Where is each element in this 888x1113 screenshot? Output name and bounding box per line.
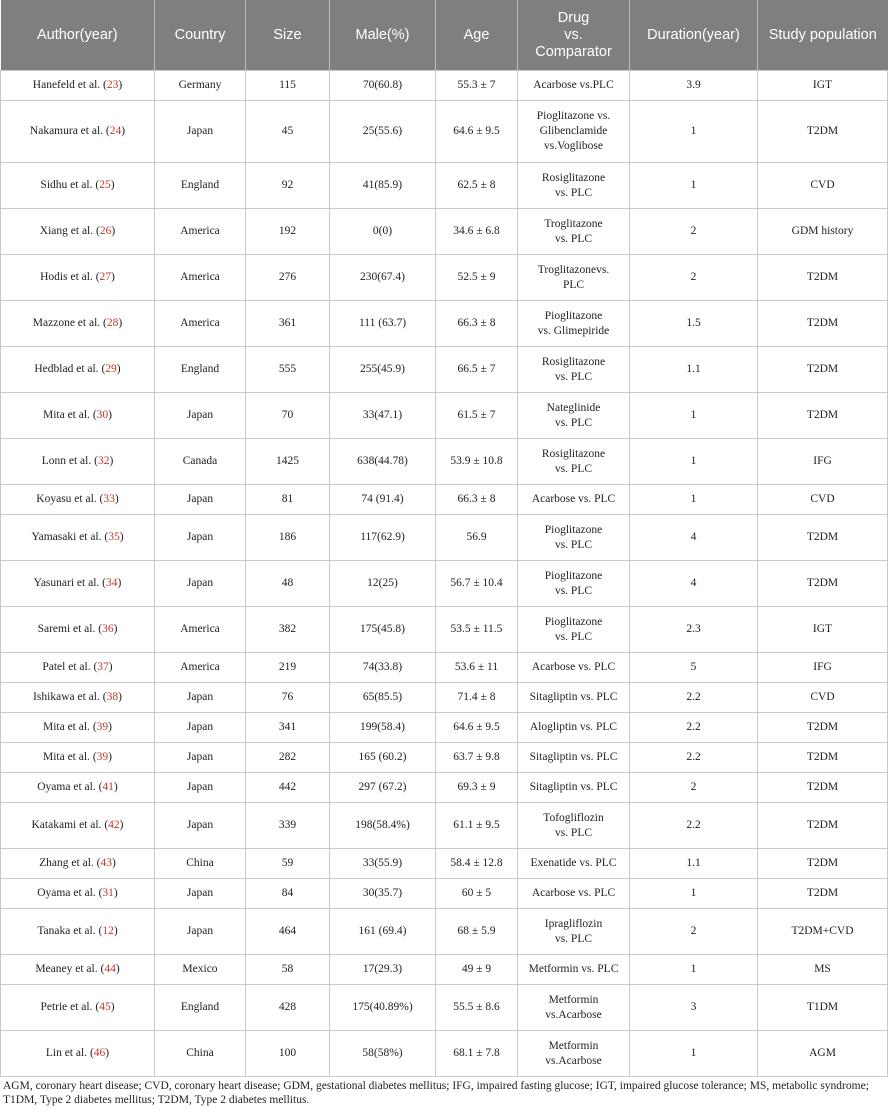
cell-age: 49 ± 9	[436, 955, 518, 985]
author-name: Xiang et al.	[39, 225, 94, 237]
author-name: Mita et al.	[42, 751, 90, 763]
cell-duration: 3	[630, 985, 758, 1031]
reference-link[interactable]: 37	[97, 661, 109, 673]
cell-male: 230(67.4)	[330, 255, 436, 301]
cell-male: 65(85.5)	[330, 683, 436, 713]
author-name: Petrie et al.	[40, 1001, 93, 1013]
cell-duration: 1.1	[630, 347, 758, 393]
cell-size: 276	[246, 255, 330, 301]
cell-male: 198(58.4%)	[330, 803, 436, 849]
table-row	[1, 713, 888, 743]
cell-drug: Rosiglitazone vs. PLC	[518, 163, 630, 209]
cell-drug: Sitagliptin vs. PLC	[518, 683, 630, 713]
cell-age: 53.9 ± 10.8	[436, 439, 518, 485]
cell-age: 61.1 ± 9.5	[436, 803, 518, 849]
table-row	[1, 773, 888, 803]
author-name: Sidhu et al.	[40, 179, 93, 191]
cell-author: Yasunari et al. (34)	[1, 561, 155, 607]
cell-size: 186	[246, 515, 330, 561]
cell-duration: 2	[630, 255, 758, 301]
cell-size: 100	[246, 1031, 330, 1077]
cell-male: 74(33.8)	[330, 653, 436, 683]
cell-author: Katakami et al. (42)	[1, 803, 155, 849]
cell-population: IFG	[758, 653, 888, 683]
cell-population: T2DM	[758, 347, 888, 393]
cell-drug: Alogliptin vs. PLC	[518, 713, 630, 743]
header-duration-year: Duration(year)	[630, 0, 758, 71]
author-name: Meaney et al.	[35, 963, 98, 975]
header-study-population: Study population	[758, 0, 888, 71]
reference-link[interactable]: 31	[102, 887, 114, 899]
cell-drug: Sitagliptin vs. PLC	[518, 773, 630, 803]
reference-link[interactable]: 45	[99, 1001, 111, 1013]
cell-author: Zhang et al. (43)	[1, 849, 155, 879]
cell-size: 115	[246, 71, 330, 101]
cell-age: 64.6 ± 9.5	[436, 713, 518, 743]
cell-size: 76	[246, 683, 330, 713]
cell-male: 0(0)	[330, 209, 436, 255]
author-name: Yasunari et al.	[33, 577, 100, 589]
cell-male: 165 (60.2)	[330, 743, 436, 773]
cell-age: 52.5 ± 9	[436, 255, 518, 301]
reference-link[interactable]: 39	[96, 751, 109, 763]
cell-duration: 2.2	[630, 683, 758, 713]
cell-size: 81	[246, 485, 330, 515]
cell-author: Mita et al. (39)	[1, 713, 155, 743]
table-row	[1, 909, 888, 955]
cell-drug: Troglitazone vs. PLC	[518, 209, 630, 255]
cell-age: 63.7 ± 9.8	[436, 743, 518, 773]
table-row	[1, 955, 888, 985]
cell-male: 199(58.4)	[330, 713, 436, 743]
cell-drug: Pioglitazone vs. Glimepiride	[518, 301, 630, 347]
cell-age: 58.4 ± 12.8	[436, 849, 518, 879]
reference-link[interactable]: 34	[105, 577, 118, 589]
reference-link[interactable]: 25	[99, 179, 111, 191]
cell-author: Koyasu et al. (33)	[1, 485, 155, 515]
cell-country: Mexico	[155, 955, 246, 985]
table-footnote: AGM, coronary heart disease; CVD, coronary heart disease; GDM, gestational diabetes mellitus; IFG, impaired fasting glucose; IGT, impaired glucose tolerance; MS, metabolic syndrome; T1DM, Type 2 diabetes mellitus; T2DM, Type 2 diabetes mellitus.	[3, 1080, 869, 1106]
cell-size: 382	[246, 607, 330, 653]
author-name: Mita et al.	[42, 721, 90, 733]
cell-drug: Pioglitazone vs. PLC	[518, 607, 630, 653]
cell-drug: Rosiglitazone vs. PLC	[518, 439, 630, 485]
cell-age: 53.6 ± 11	[436, 653, 518, 683]
author-name: Oyama et al.	[37, 887, 96, 899]
author-name: Lin et al.	[45, 1047, 88, 1059]
cell-country: Japan	[155, 879, 246, 909]
cell-age: 68 ± 5.9	[436, 909, 518, 955]
cell-country: England	[155, 347, 246, 393]
cell-size: 442	[246, 773, 330, 803]
cell-male: 30(35.7)	[330, 879, 436, 909]
cell-size: 282	[246, 743, 330, 773]
cell-age: 66.5 ± 7	[436, 347, 518, 393]
cell-population: T1DM	[758, 985, 888, 1031]
reference-link[interactable]: 35	[108, 531, 120, 543]
table-row	[1, 607, 888, 653]
cell-population: T2DM	[758, 255, 888, 301]
table-row	[1, 393, 888, 439]
reference-link[interactable]: 38	[106, 691, 119, 703]
cell-duration: 4	[630, 561, 758, 607]
cell-population: T2DM	[758, 773, 888, 803]
cell-male: 33(47.1)	[330, 393, 436, 439]
cell-author: Mita et al. (30)	[1, 393, 155, 439]
cell-male: 25(55.6)	[330, 101, 436, 163]
cell-country: Japan	[155, 393, 246, 439]
reference-link[interactable]: 44	[104, 963, 116, 975]
cell-population: T2DM	[758, 515, 888, 561]
table-row	[1, 985, 888, 1031]
cell-male: 117(62.9)	[330, 515, 436, 561]
cell-country: Japan	[155, 743, 246, 773]
cell-author: Patel et al. (37)	[1, 653, 155, 683]
cell-drug: Troglitazonevs. PLC	[518, 255, 630, 301]
table-row	[1, 255, 888, 301]
cell-country: Germany	[155, 71, 246, 101]
cell-duration: 1	[630, 955, 758, 985]
table-row	[1, 301, 888, 347]
author-name: Saremi et al.	[37, 623, 96, 635]
cell-size: 48	[246, 561, 330, 607]
table-body	[1, 71, 888, 1077]
cell-male: 175(40.89%)	[330, 985, 436, 1031]
cell-country: Japan	[155, 803, 246, 849]
cell-drug: Tofogliflozin vs. PLC	[518, 803, 630, 849]
cell-population: T2DM	[758, 561, 888, 607]
cell-duration: 1	[630, 439, 758, 485]
cell-age: 53.5 ± 11.5	[436, 607, 518, 653]
table-row	[1, 439, 888, 485]
cell-country: America	[155, 653, 246, 683]
cell-duration: 4	[630, 515, 758, 561]
cell-size: 58	[246, 955, 330, 985]
author-name: Patel et al.	[42, 661, 91, 673]
cell-author: Mita et al. (39)	[1, 743, 155, 773]
cell-population: MS	[758, 955, 888, 985]
cell-duration: 1	[630, 879, 758, 909]
header-age: Age	[436, 0, 518, 71]
cell-population: T2DM	[758, 743, 888, 773]
table-row	[1, 653, 888, 683]
author-name: Koyasu et al.	[36, 493, 97, 505]
cell-male: 58(58%)	[330, 1031, 436, 1077]
cell-country: Japan	[155, 561, 246, 607]
cell-duration: 2.2	[630, 743, 758, 773]
cell-population: IGT	[758, 607, 888, 653]
cell-population: CVD	[758, 485, 888, 515]
cell-size: 428	[246, 985, 330, 1031]
cell-duration: 2	[630, 209, 758, 255]
cell-population: T2DM	[758, 849, 888, 879]
cell-author: Lonn et al. (32)	[1, 439, 155, 485]
cell-size: 341	[246, 713, 330, 743]
cell-drug: Metformin vs. PLC	[518, 955, 630, 985]
cell-size: 361	[246, 301, 330, 347]
cell-male: 41(85.9)	[330, 163, 436, 209]
cell-male: 255(45.9)	[330, 347, 436, 393]
cell-drug: Sitagliptin vs. PLC	[518, 743, 630, 773]
author-name: Zhang et al.	[39, 857, 94, 869]
cell-duration: 5	[630, 653, 758, 683]
cell-author: Petrie et al. (45)	[1, 985, 155, 1031]
reference-link[interactable]: 39	[96, 721, 109, 733]
cell-drug: Pioglitazone vs. PLC	[518, 515, 630, 561]
cell-population: IFG	[758, 439, 888, 485]
cell-population: CVD	[758, 683, 888, 713]
reference-link[interactable]: 46	[93, 1047, 106, 1059]
reference-link[interactable]: 41	[102, 781, 114, 793]
cell-author: Xiang et al. (26)	[1, 209, 155, 255]
cell-age: 60 ± 5	[436, 879, 518, 909]
cell-drug: Pioglitazone vs. Glibenclamide vs.Voglibose	[518, 101, 630, 163]
cell-population: T2DM	[758, 101, 888, 163]
reference-link[interactable]: 43	[100, 857, 112, 869]
cell-duration: 1	[630, 393, 758, 439]
cell-country: Japan	[155, 909, 246, 955]
table-row	[1, 163, 888, 209]
author-name: Yamasaki et al.	[31, 531, 102, 543]
cell-country: Canada	[155, 439, 246, 485]
cell-author: Mazzone et al. (28)	[1, 301, 155, 347]
cell-drug: Rosiglitazone vs. PLC	[518, 347, 630, 393]
cell-author: Sidhu et al. (25)	[1, 163, 155, 209]
cell-male: 297 (67.2)	[330, 773, 436, 803]
cell-author: Hanefeld et al. (23)	[1, 71, 155, 101]
cell-country: Japan	[155, 515, 246, 561]
cell-duration: 1	[630, 1031, 758, 1077]
cell-country: Japan	[155, 485, 246, 515]
table-header-row	[1, 0, 888, 71]
cell-drug: Acarbose vs.PLC	[518, 71, 630, 101]
cell-duration: 2	[630, 909, 758, 955]
cell-drug: Exenatide vs. PLC	[518, 849, 630, 879]
author-name: Hedblad et al.	[34, 363, 99, 375]
table-row	[1, 101, 888, 163]
author-name: Katakami et al.	[31, 819, 102, 831]
cell-duration: 2.2	[630, 713, 758, 743]
cell-author: Meaney et al. (44)	[1, 955, 155, 985]
cell-duration: 3.9	[630, 71, 758, 101]
cell-country: England	[155, 985, 246, 1031]
cell-size: 92	[246, 163, 330, 209]
cell-duration: 1	[630, 101, 758, 163]
cell-size: 555	[246, 347, 330, 393]
author-name: Lonn et al.	[41, 455, 92, 467]
cell-age: 69.3 ± 9	[436, 773, 518, 803]
cell-duration: 1.5	[630, 301, 758, 347]
author-name: Mazzone et al.	[32, 317, 101, 329]
cell-male: 17(29.3)	[330, 955, 436, 985]
author-name: Ishikawa et al.	[33, 691, 100, 703]
cell-author: Oyama et al. (31)	[1, 879, 155, 909]
header-author-year: Author(year)	[1, 0, 155, 71]
cell-author: Yamasaki et al. (35)	[1, 515, 155, 561]
reference-link[interactable]: 36	[102, 623, 114, 635]
cell-age: 56.7 ± 10.4	[436, 561, 518, 607]
cell-drug: Pioglitazone vs. PLC	[518, 561, 630, 607]
cell-male: 161 (69.4)	[330, 909, 436, 955]
cell-country: America	[155, 301, 246, 347]
cell-size: 59	[246, 849, 330, 879]
reference-link[interactable]: 33	[103, 493, 115, 505]
cell-author: Ishikawa et al. (38)	[1, 683, 155, 713]
cell-size: 464	[246, 909, 330, 955]
table-row	[1, 1031, 888, 1077]
cell-age: 55.3 ± 7	[436, 71, 518, 101]
cell-country: Japan	[155, 713, 246, 743]
reference-link[interactable]: 12	[102, 925, 114, 937]
cell-age: 55.5 ± 8.6	[436, 985, 518, 1031]
table-row	[1, 803, 888, 849]
cell-size: 192	[246, 209, 330, 255]
cell-age: 34.6 ± 6.8	[436, 209, 518, 255]
cell-age: 71.4 ± 8	[436, 683, 518, 713]
cell-country: America	[155, 607, 246, 653]
reference-link[interactable]: 24	[109, 125, 122, 137]
reference-link[interactable]: 30	[96, 409, 109, 421]
table-row	[1, 347, 888, 393]
cell-population: GDM history	[758, 209, 888, 255]
cell-male: 74 (91.4)	[330, 485, 436, 515]
cell-male: 33(55.9)	[330, 849, 436, 879]
cell-country: America	[155, 255, 246, 301]
table-row	[1, 743, 888, 773]
cell-drug: Acarbose vs. PLC	[518, 653, 630, 683]
cell-author: Oyama et al. (41)	[1, 773, 155, 803]
cell-male: 175(45.8)	[330, 607, 436, 653]
author-name: Nakamura et al.	[29, 125, 104, 137]
table-row	[1, 683, 888, 713]
cell-country: America	[155, 209, 246, 255]
cell-duration: 2.2	[630, 803, 758, 849]
author-name: Hodis et al.	[40, 271, 93, 283]
cell-duration: 2.3	[630, 607, 758, 653]
cell-duration: 1	[630, 485, 758, 515]
cell-male: 638(44.78)	[330, 439, 436, 485]
table-row	[1, 561, 888, 607]
cell-male: 70(60.8)	[330, 71, 436, 101]
cell-author: Saremi et al. (36)	[1, 607, 155, 653]
cell-age: 68.1 ± 7.8	[436, 1031, 518, 1077]
reference-link[interactable]: 28	[106, 317, 119, 329]
cell-population: IGT	[758, 71, 888, 101]
cell-drug: Metformin vs.Acarbose	[518, 1031, 630, 1077]
cell-age: 66.3 ± 8	[436, 485, 518, 515]
cell-country: Japan	[155, 101, 246, 163]
reference-link[interactable]: 23	[106, 79, 119, 91]
cell-country: China	[155, 1031, 246, 1077]
cell-size: 45	[246, 101, 330, 163]
cell-author: Lin et al. (46)	[1, 1031, 155, 1077]
cell-population: CVD	[758, 163, 888, 209]
cell-population: T2DM	[758, 803, 888, 849]
cell-size: 70	[246, 393, 330, 439]
table-row	[1, 485, 888, 515]
cell-population: T2DM	[758, 393, 888, 439]
cell-size: 1425	[246, 439, 330, 485]
table-row	[1, 879, 888, 909]
cell-age: 61.5 ± 7	[436, 393, 518, 439]
cell-duration: 1	[630, 163, 758, 209]
table-row	[1, 515, 888, 561]
reference-link[interactable]: 32	[97, 455, 110, 467]
author-name: Oyama et al.	[37, 781, 96, 793]
cell-size: 339	[246, 803, 330, 849]
cell-country: Japan	[155, 773, 246, 803]
cell-age: 62.5 ± 8	[436, 163, 518, 209]
cell-age: 64.6 ± 9.5	[436, 101, 518, 163]
cell-drug: Ipragliflozin vs. PLC	[518, 909, 630, 955]
cell-drug: Acarbose vs. PLC	[518, 485, 630, 515]
cell-country: China	[155, 849, 246, 879]
author-name: Mita et al.	[42, 409, 90, 421]
cell-country: Japan	[155, 683, 246, 713]
author-name: Hanefeld et al.	[32, 79, 101, 91]
header-country: Country	[155, 0, 246, 71]
table-row	[1, 71, 888, 101]
cell-male: 12(25)	[330, 561, 436, 607]
author-name: Tanaka et al.	[37, 925, 96, 937]
cell-size: 219	[246, 653, 330, 683]
cell-population: T2DM	[758, 713, 888, 743]
cell-male: 111 (63.7)	[330, 301, 436, 347]
cell-population: T2DM	[758, 301, 888, 347]
reference-link[interactable]: 27	[99, 271, 112, 283]
cell-author: Hedblad et al. (29)	[1, 347, 155, 393]
cell-author: Hodis et al. (27)	[1, 255, 155, 301]
cell-population: AGM	[758, 1031, 888, 1077]
cell-population: T2DM+CVD	[758, 909, 888, 955]
cell-duration: 1.1	[630, 849, 758, 879]
cell-drug: Metformin vs.Acarbose	[518, 985, 630, 1031]
cell-age: 66.3 ± 8	[436, 301, 518, 347]
table-row	[1, 849, 888, 879]
reference-link[interactable]: 26	[99, 225, 112, 237]
cell-age: 56.9	[436, 515, 518, 561]
reference-link[interactable]: 42	[108, 819, 120, 831]
cell-drug: Nateglinide vs. PLC	[518, 393, 630, 439]
header-size: Size	[246, 0, 330, 71]
cell-drug: Acarbose vs. PLC	[518, 879, 630, 909]
header-male-percent: Male(%)	[330, 0, 436, 71]
cell-duration: 2	[630, 773, 758, 803]
cell-population: T2DM	[758, 879, 888, 909]
cell-country: England	[155, 163, 246, 209]
cell-size: 84	[246, 879, 330, 909]
header-drug-vs-comparator: Drug vs. Comparator	[518, 0, 630, 71]
cell-author: Tanaka et al. (12)	[1, 909, 155, 955]
table-row	[1, 209, 888, 255]
cell-author: Nakamura et al. (24)	[1, 101, 155, 163]
reference-link[interactable]: 29	[105, 363, 117, 375]
